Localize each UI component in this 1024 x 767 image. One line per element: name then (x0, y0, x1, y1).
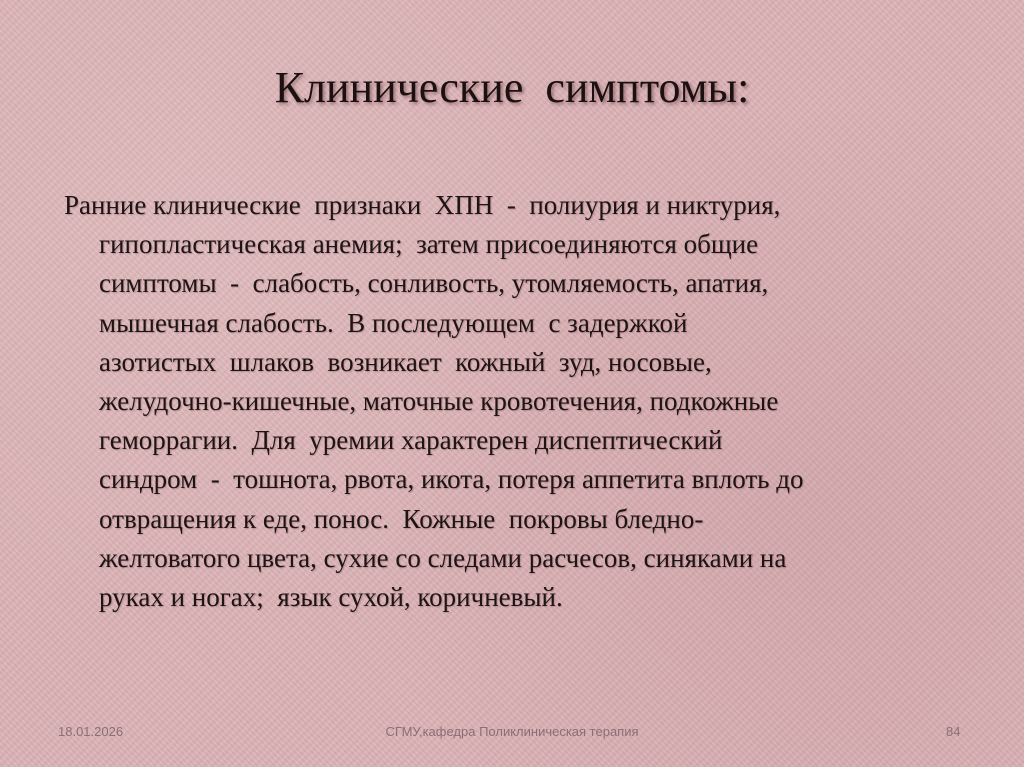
body-line: Ранние клинические признаки ХПН - полиурия и никтурия, (64, 190, 781, 220)
slide-body (64, 186, 974, 617)
body-line: геморрагии. Для уремии характерен диспептический (99, 425, 723, 456)
body-line: отвращения к еде, понос. Кожные покровы бледно- (99, 503, 704, 534)
body-line: мышечная слабость. В последующем с задержкой (99, 307, 688, 338)
body-line: руках и ногах; язык сухой, коричневый. (99, 582, 563, 613)
body-line: симптомы - слабость, сонливость, утомляемость, апатия, (99, 268, 769, 299)
body-line: синдром - тошнота, рвота, икота, потеря аппетита вплоть до (99, 464, 804, 495)
body-line: азотистых шлаков возникает кожный зуд, носовые, (99, 346, 712, 377)
footer-page-number: 84 (946, 724, 961, 739)
body-line: желудочно-кишечные, маточные кровотечения, подкожные (99, 386, 779, 417)
footer-department: СГМУ,кафедра Поликлиническая терапия (385, 724, 639, 739)
body-line: желтоватого цвета, сухие со следами расчесов, синяками на (99, 542, 787, 573)
footer-date: 18.01.2026 (58, 724, 124, 739)
slide-title: Клинические симптомы: (274, 63, 750, 112)
body-line: гипопластическая анемия; затем присоединяются общие (99, 229, 759, 260)
